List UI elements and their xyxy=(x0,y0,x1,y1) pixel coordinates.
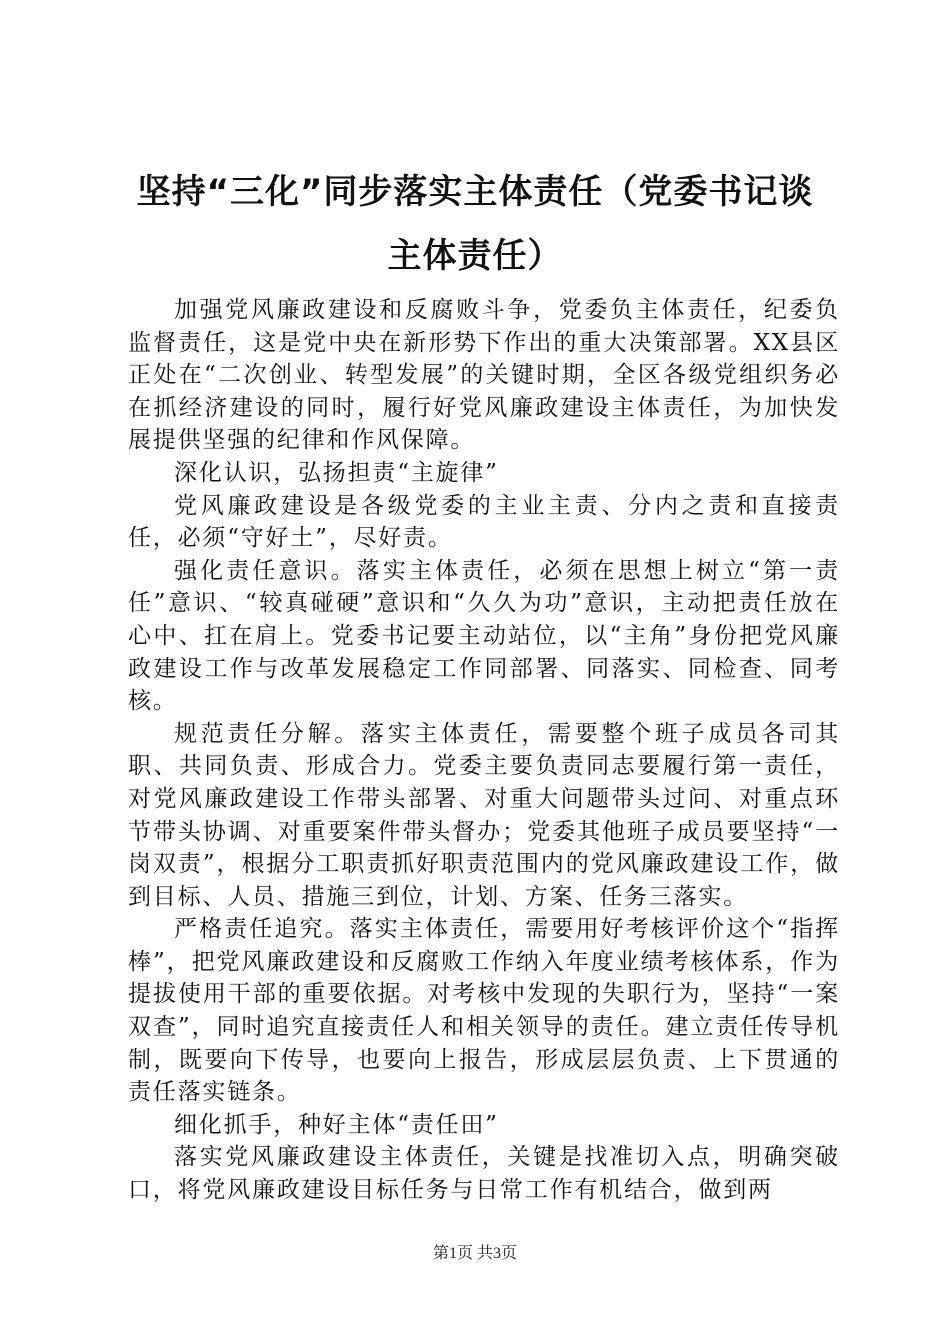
paragraph: 严格责任追究。落实主体责任，需要用好考核评价这个“指挥棒”，把党风廉政建设和反腐败工作纳入年度业绩考核体系，作为提拔使用干部的重要依据。对考核中发现的失职行为，坚持“一案双查”，同时追究直接责任人和相关领导的责任。建立责任传导机制，既要向下传导，也要向上报告，形成层层负责、上下贯通的责任落实链条。 xyxy=(128,916,840,1106)
title-line-1: 坚持“三化”同步落实主体责任（党委书记谈 xyxy=(136,172,814,212)
paragraph: 强化责任意识。落实主体责任，必须在思想上树立“第一责任”意识、“较真碰硬”意识和“久久为功”意识，主动把责任放在心中、扛在肩上。党委书记要主动站位，以“主角”身份把党风廉政建设工作与改革发展稳定工作同部署、同落实、同检查、同考核。 xyxy=(128,557,840,715)
paragraph: 党风廉政建设是各级党委的主业主责、分内之责和直接责任，必须“守好土”，尽好责。 xyxy=(128,492,840,552)
page-number-footer: 第1页 共3页 xyxy=(432,1245,517,1262)
section-heading: 细化抓手，种好主体“责任田” xyxy=(174,1111,499,1138)
document-body xyxy=(128,294,840,1207)
paragraph: 规范责任分解。落实主体责任，需要整个班子成员各司其职、共同负责、形成合力。党委主要负责同志要履行第一责任，对党风廉政建设工作带头部署、对重大问题带头过问、对重点环节带头协调、对重要案件带头督办；党委其他班子成员要坚持“一岗双责”，根据分工职责抓好职责范围内的党风廉政建设工作，做到目标、人员、措施三到位，计划、方案、任务三落实。 xyxy=(128,720,840,910)
section-heading: 深化认识，弘扬担责“主旋律” xyxy=(174,459,499,486)
document-title xyxy=(100,160,850,288)
paragraph: 加强党风廉政建设和反腐败斗争，党委负主体责任，纪委负监督责任，这是党中央在新形势下作出的重大决策部署。XX县区正处在“二次创业、转型发展”的关键时期，全区各级党组织务必在抓经济建设的同时，履行好党风廉政建设主体责任，为加快发展提供坚强的纪律和作风保障。 xyxy=(128,297,840,454)
paragraph: 落实党风廉政建设主体责任，关键是找准切入点，明确突破口，将党风廉政建设目标任务与日常工作有机结合，做到两 xyxy=(128,1144,840,1204)
title-line-2: 主体责任） xyxy=(387,236,563,276)
